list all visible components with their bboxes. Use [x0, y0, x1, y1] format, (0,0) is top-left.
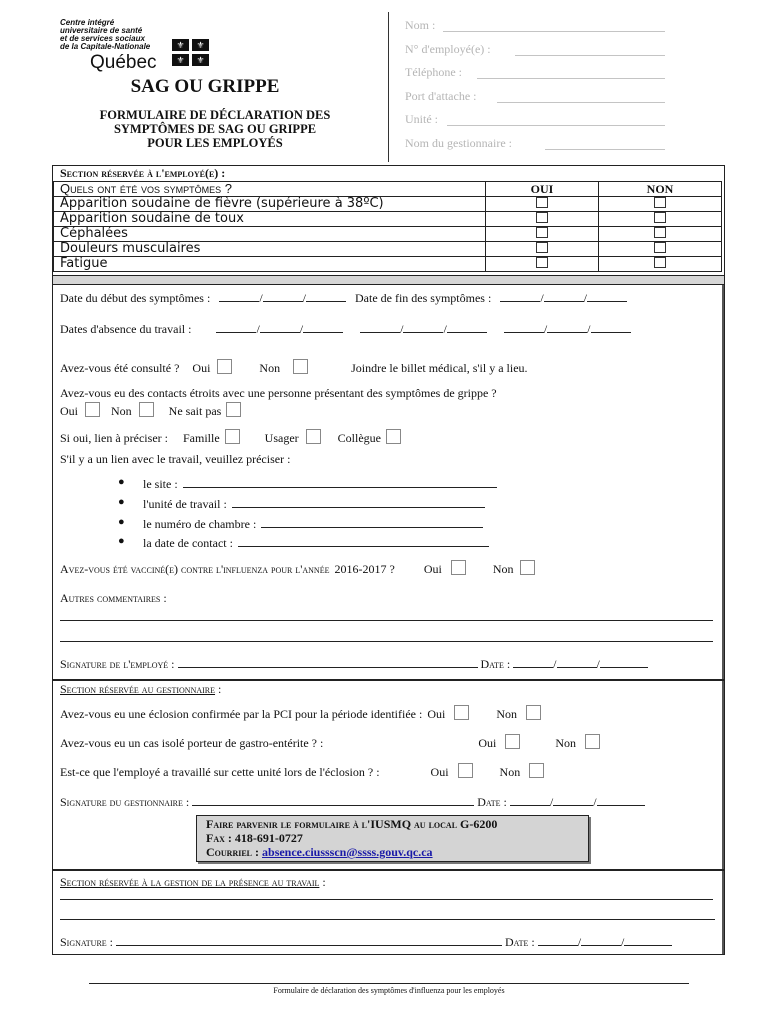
manager-date-year[interactable]: [597, 794, 645, 806]
link-family-checkbox[interactable]: [225, 429, 240, 444]
presence-date-year[interactable]: [624, 934, 672, 946]
absence3-day-field[interactable]: [504, 321, 544, 333]
gastro-yes-checkbox[interactable]: [505, 734, 520, 749]
fax-number: Fax : 418-691-0727: [206, 831, 303, 845]
room-number-field[interactable]: le numéro de chambre :: [143, 516, 483, 532]
send-instructions-box: [196, 815, 589, 862]
symptom-row: [54, 242, 722, 257]
link-row: Si oui, lien à préciser : Famille Usager Collègue: [60, 429, 401, 446]
contacts-yes-checkbox[interactable]: [85, 402, 100, 417]
vaccine-yes-checkbox[interactable]: [451, 560, 466, 575]
absence2-year-field[interactable]: [447, 321, 487, 333]
gastro-question-row: Avez-vous eu un cas isolé porteur de gastro-entérite ? : Oui Non: [60, 734, 600, 751]
fleur-de-lis-flag-icon: ⚜ ⚜ ⚜ ⚜: [172, 39, 210, 67]
fever-no-checkbox[interactable]: [654, 197, 666, 208]
employee-date-month[interactable]: [557, 656, 597, 668]
form-frame-right-shadow: [722, 284, 724, 954]
employee-date-year[interactable]: [600, 656, 648, 668]
yes-column-header: OUI: [486, 182, 599, 197]
symptom-row: [54, 197, 722, 212]
quebec-wordmark: Québec: [90, 52, 157, 73]
manager-date-month[interactable]: [553, 794, 593, 806]
consulted-yes-checkbox[interactable]: [217, 359, 232, 374]
absence3-year-field[interactable]: [591, 321, 631, 333]
org-name: Centre intégré universitaire de santé et de services sociaux de la Capitale-Nationale: [60, 18, 151, 51]
headache-yes-checkbox[interactable]: [536, 227, 548, 238]
start-month-field[interactable]: [263, 290, 303, 302]
presence-signature-row: Signature : Date : / /: [60, 934, 672, 950]
manager-name-field[interactable]: Nom du gestionnaire :: [405, 136, 665, 160]
absence3-month-field[interactable]: [547, 321, 587, 333]
header-divider: [388, 12, 389, 162]
consulted-row: Avez-vous été consulté ? Oui Non Joindre le billet médical, s'il y a lieu.: [60, 361, 528, 375]
employee-section-title: Section réservée à l'employé(e) :: [60, 166, 226, 180]
symptoms-header-row: [54, 182, 722, 197]
symptom-row: [54, 212, 722, 227]
absence-dates-row: Dates d'absence du travail : / / / / / /: [60, 321, 631, 337]
symptoms-question: Quels ont été vos symptômes ?: [54, 182, 486, 197]
table-shadow-bar: [53, 275, 724, 285]
comments-label: Autres commentaires :: [60, 591, 167, 605]
end-year-field[interactable]: [587, 290, 627, 302]
vaccine-row: Avez-vous été vacciné(e) contre l'influenza pour l'année 2016-2017 ? Oui Non: [60, 560, 535, 577]
footer-text: Formulaire de déclaration des symptômes d'influenza pour les employés: [273, 986, 505, 995]
symptoms-table: [53, 181, 722, 272]
presence-notes-line-1[interactable]: [60, 899, 713, 900]
comments-line-1[interactable]: [60, 620, 713, 621]
presence-date-day[interactable]: [538, 934, 578, 946]
manager-date-day[interactable]: [510, 794, 550, 806]
employee-date-day[interactable]: [513, 656, 553, 668]
start-year-field[interactable]: [306, 290, 346, 302]
cough-no-checkbox[interactable]: [654, 212, 666, 223]
phone-field[interactable]: Téléphone :: [405, 65, 665, 89]
start-day-field[interactable]: [219, 290, 259, 302]
manager-section-title: Section réservée au gestionnaire :: [60, 682, 222, 696]
contacts-question: Avez-vous eu des contacts étroits avec une personne présentant des symptômes de grippe ?: [60, 386, 497, 400]
manager-section-divider: [53, 679, 724, 681]
muscle-pain-yes-checkbox[interactable]: [536, 242, 548, 253]
presence-signature-field[interactable]: [116, 934, 502, 946]
absence2-day-field[interactable]: [360, 321, 400, 333]
email-line: Courriel : absence.ciussscn@ssss.gouv.qc.ca: [206, 845, 433, 859]
email-link[interactable]: absence.ciussscn@ssss.gouv.qc.ca: [262, 845, 433, 859]
contacts-no-checkbox[interactable]: [139, 402, 154, 417]
absence1-year-field[interactable]: [303, 321, 343, 333]
fever-yes-checkbox[interactable]: [536, 197, 548, 208]
outbreak-no-checkbox[interactable]: [526, 705, 541, 720]
fatigue-no-checkbox[interactable]: [654, 257, 666, 268]
no-column-header: NON: [599, 182, 722, 197]
symptom-label: Céphalées: [54, 227, 486, 242]
bullet: ●: [118, 496, 125, 508]
contacts-unknown-checkbox[interactable]: [226, 402, 241, 417]
link-user-checkbox[interactable]: [306, 429, 321, 444]
contact-date-field[interactable]: la date de contact :: [143, 535, 489, 551]
work-link-note: S'il y a un lien avec le travail, veuillez préciser :: [60, 452, 291, 466]
presence-section-divider: [53, 869, 724, 871]
bullet: ●: [118, 476, 125, 488]
outbreak-question-row: Avez-vous eu une éclosion confirmée par la PCI pour la période identifiée : Oui Non: [60, 705, 541, 722]
fatigue-yes-checkbox[interactable]: [536, 257, 548, 268]
symptom-label: Apparition soudaine de fièvre (supérieure à 38ºC): [54, 197, 486, 212]
comments-line-2[interactable]: [60, 641, 713, 642]
vaccine-no-checkbox[interactable]: [520, 560, 535, 575]
employee-info-fields: [405, 18, 665, 159]
worked-yes-checkbox[interactable]: [458, 763, 473, 778]
worked-no-checkbox[interactable]: [529, 763, 544, 778]
presence-date-month[interactable]: [581, 934, 621, 946]
symptom-row: [54, 227, 722, 242]
contacts-answer-row: Oui Non Ne sait pas: [60, 402, 241, 419]
absence1-month-field[interactable]: [260, 321, 300, 333]
employee-signature-row: Signature de l'employé : Date : / /: [60, 656, 648, 672]
site-field[interactable]: le site :: [143, 476, 497, 492]
presence-section-title: Section réservée à la gestion de la présence au travail :: [60, 875, 326, 889]
absence2-month-field[interactable]: [403, 321, 443, 333]
gastro-no-checkbox[interactable]: [585, 734, 600, 749]
presence-notes-line-2[interactable]: [60, 919, 715, 920]
footer-rule: [89, 983, 689, 984]
cough-yes-checkbox[interactable]: [536, 212, 548, 223]
manager-signature-row: Signature du gestionnaire : Date : / /: [60, 794, 645, 810]
muscle-pain-no-checkbox[interactable]: [654, 242, 666, 253]
manager-signature-field[interactable]: [192, 794, 474, 806]
headache-no-checkbox[interactable]: [654, 227, 666, 238]
link-colleague-checkbox[interactable]: [386, 429, 401, 444]
employee-number-field[interactable]: N° d'employé(e) :: [405, 42, 665, 66]
name-field[interactable]: Nom :: [405, 18, 665, 42]
bullet: ●: [118, 516, 125, 528]
home-base-field[interactable]: Port d'attache :: [405, 89, 665, 113]
form-title: SAG OU GRIPPE: [130, 76, 280, 97]
absence1-day-field[interactable]: [216, 321, 256, 333]
end-month-field[interactable]: [544, 290, 584, 302]
unit-field[interactable]: Unité :: [405, 112, 665, 136]
end-day-field[interactable]: [500, 290, 540, 302]
symptom-label: Douleurs musculaires: [54, 242, 486, 257]
bullet: ●: [118, 535, 125, 547]
logo-block: [60, 19, 240, 73]
symptom-row: [54, 257, 722, 272]
symptom-label: Fatigue: [54, 257, 486, 272]
worked-during-outbreak-row: Est-ce que l'employé a travaillé sur cette unité lors de l'éclosion ? : Oui Non: [60, 763, 544, 780]
form-subtitle: FORMULAIRE DE DÉCLARATION DES SYMPTÔMES DE SAG OU GRIPPE POUR LES EMPLOYÉS: [99, 108, 331, 150]
symptom-dates-row: Date du début des symptômes : / / Date de fin des symptômes : / /: [60, 290, 627, 306]
symptom-label: Apparition soudaine de toux: [54, 212, 486, 227]
employee-signature-field[interactable]: [178, 656, 478, 668]
send-instructions: Faire parvenir le formulaire à l'IUSMQ au local G-6200: [206, 817, 498, 831]
consulted-no-checkbox[interactable]: [293, 359, 308, 374]
work-unit-field[interactable]: l'unité de travail :: [143, 496, 485, 512]
outbreak-yes-checkbox[interactable]: [454, 705, 469, 720]
